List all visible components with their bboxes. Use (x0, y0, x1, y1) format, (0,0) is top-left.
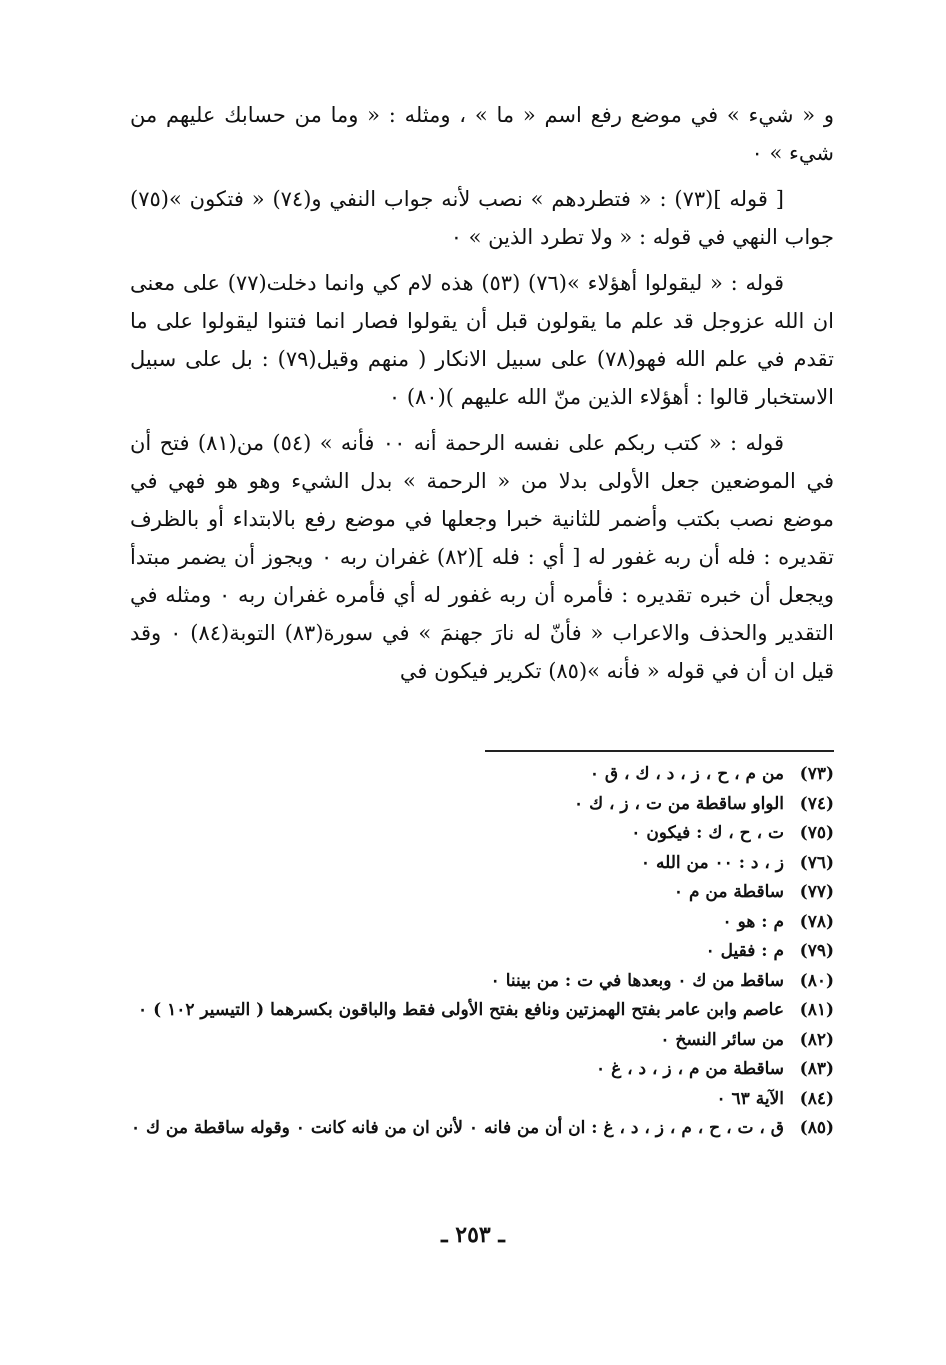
footnote-text: ساقط من ك ٠ وبعدها في ت : من بيننا ٠ (490, 970, 784, 991)
footnote-text: ق ، ت ، ح ، م ، ز ، د ، غ : ان أن من فانه ٠ لأنن ان من فانه كانت ٠ وقوله ساقطة من ك ٠ (130, 1118, 784, 1138)
footnote-number: (٧٤) (799, 793, 834, 814)
footnote-text: ز ، د : ٠٠ من الله ٠ (640, 852, 784, 873)
main-text (130, 96, 834, 698)
footnote (130, 967, 834, 997)
footnote-number: (٧٧) (799, 882, 834, 902)
footnote (130, 1026, 834, 1056)
footnote-number: (٧٣) (799, 764, 834, 784)
footnote-number: (٧٨) (799, 911, 834, 932)
paragraph: قوله : « كتب ربكم على نفسه الرحمة أنه ٠٠ فأنه » (٥٤) من(٨١) فتح أن في الموضعين جعل الأولى بدلا من « الرحمة » بدل الشيء وهو هو فهي في موضع نصب بكتب وأضمر للثانية خبرا وجعلها في موضع رفع بالابتداء أو بالظرف تقديره : فله أن ربه غفور له [ أي : فله ](٨٢) غفران ربه ٠ ويجوز أن يضمر مبتدأ ويجعل أن خبره تقديره : فأمره أن ربه غفور له أي فأمره غفران ربه ٠ ومثله في التقدير والحذف والاعراب « فأنّ له نارَ جهنمَ » في سورة(٨٣) التوبة(٨٤) ٠ وقد قيل ان أن في قوله « فأنه »(٨٥) تكرير فيكون في (130, 431, 834, 683)
footnote-number: (٨١) (799, 1000, 834, 1020)
footnote (130, 937, 834, 967)
footnote (130, 819, 834, 849)
footnote (130, 908, 834, 938)
page-number: ـ ٢٥٣ ـ (441, 1222, 505, 1248)
footnote-text: الآية ٦٣ ٠ (716, 1088, 784, 1109)
footnote (130, 1085, 834, 1115)
footnote-text: من م ، ح ، ز ، د ، ك ، ق ٠ (589, 764, 784, 784)
footnote (130, 878, 834, 908)
footnote-number: (٧٥) (799, 823, 834, 843)
footnote-text: م : هو ٠ (722, 911, 784, 932)
footnote-text: ت ، ح ، ك : فيكون ٠ (631, 823, 784, 843)
footnote-text: ساقطة من م ، ز ، د ، غ ٠ (596, 1059, 784, 1079)
footnote-number: (٧٩) (799, 941, 834, 961)
footnote-number: (٨٢) (799, 1029, 834, 1050)
footnote-number: (٨٣) (799, 1059, 834, 1079)
footnote-text: عاصم وابن عامر بفتح الهمزتين ونافع بفتح الأولى فقط والباقون بكسرهما ( التيسير ١٠٢ ) ٠ (138, 1000, 784, 1020)
footnote (130, 760, 834, 790)
paragraph: [ قوله ](٧٣) : « فتطردهم » نصب لأنه جواب النفي و(٧٤) « فتكون »(٧٥) جواب النهي في قوله : « ولا تطرد الذين » ٠ (130, 187, 834, 249)
footnotes (130, 760, 834, 1144)
footnote (130, 996, 834, 1026)
paragraph: و « شيء » في موضع رفع اسم « ما » ، ومثله : « وما من حسابك عليهم من شيء » ٠ (130, 103, 834, 165)
footnote-number: (٨٥) (799, 1118, 834, 1138)
footnote-divider (485, 750, 834, 752)
footnote-number: (٧٦) (799, 852, 834, 873)
footnote (130, 1055, 834, 1085)
footnote-text: الواو ساقطة من ت ، ز ، ك ٠ (574, 793, 784, 814)
footnote-text: من سائر النسخ ٠ (660, 1029, 784, 1050)
footnote-number: (٨٠) (799, 970, 834, 991)
footnote (130, 790, 834, 820)
footnote (130, 1114, 834, 1144)
paragraph: قوله : « ليقولوا أهؤلاء »(٧٦) (٥٣) هذه لام كي وانما دخلت(٧٧) على معنى ان الله عزوجل قد علم ما يقولون قبل أن يقولوا فصار انما فتنوا ليقولوا على ما تقدم في علم الله فهو(٧٨) على سبيل الانكار ( منهم وقيل(٧٩) : بل على سبيل الاستخبار قالوا : أهؤلاء الذين منّ الله عليهم )(٨٠) ٠ (130, 271, 834, 409)
footnote-text: م : فقيل ٠ (705, 941, 784, 961)
footnote-text: ساقطة من م ٠ (673, 882, 784, 902)
footnote (130, 849, 834, 879)
footnote-number: (٨٤) (799, 1088, 834, 1109)
